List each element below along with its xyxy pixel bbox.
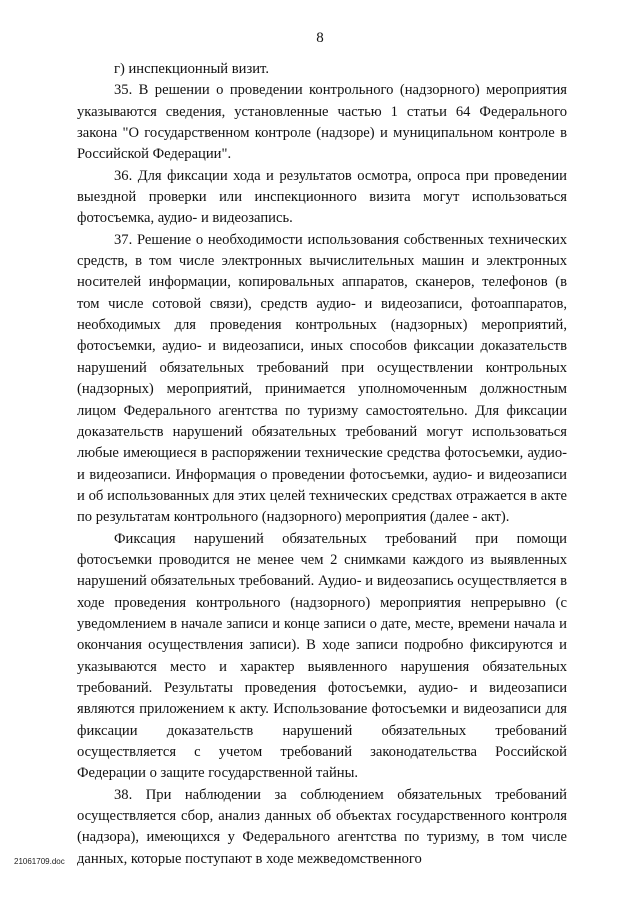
footer-filename: 21061709.doc: [14, 857, 65, 866]
page-number: 8: [316, 30, 324, 46]
paragraph-photo-fixation: Фиксация нарушений обязательных требований при помощи фотосъемки проводится не менее чем 2 снимками каждого из выявленных нарушений обязательных требований. Аудио- и видеозапись осуществляется в ходе проведения контрольного (надзорного) мероприятия непрерывно (с уведомлением в начале записи и конце записи о дате, месте, времени начала и окончания осуществления записи). В ходе записи подробно фиксируются и указываются место и характер выявленного нарушения обязательных требований. Результаты проведения фотосъемки, аудио- и видеозаписи являются приложением к акту. Использование фотосъемки и видеозаписи для фиксации доказательств нарушений обязательных требований осуществляется с учетом требований законодательства Российской Федерации о защите государственной тайны.: [77, 530, 567, 782]
paragraph-38: 38. При наблюдении за соблюдением обязательных требований осуществляется сбор, анализ данных об объектах государственного контроля (надзора), имеющихся у Федерального агентства по туризму, в том числе данных, которые поступают в ходе межведомственного: [77, 786, 567, 867]
paragraph-35: 35. В решении о проведении контрольного (надзорного) мероприятия указываются сведения, установленные частью 1 статьи 64 Федерального закона "О государственном контроле (надзоре) и муниципальном контроле в Российской Федерации".: [77, 82, 567, 163]
paragraph-37: 37. Решение о необходимости использования собственных технических средств, в том числе электронных вычислительных машин и электронных носителей информации, копировальных аппаратов, сканеров, телефонов (в том числе сотовой связи), средств аудио- и видеозаписи, фотоаппаратов, необходимых для проведения контрольных (надзорных) мероприятий, фотосъемки, аудио- и видеозаписи, иных способов фиксации доказательств нарушений обязательных требований при осуществлении контрольных (надзорных) мероприятий, принимается уполномоченным должностным лицом Федерального агентства по туризму самостоятельно. Для фиксации доказательств нарушений обязательных требований могут использоваться любые имеющиеся в распоряжении технические средства фотосъемки, аудио- и видеозаписи. Информация о проведении фотосъемки, аудио- и видеозаписи и об использованных для этих целей технических средствах отражается в акте по результатам контрольного (надзорного) мероприятия (далее - акт).: [77, 231, 567, 526]
paragraph-36: 36. Для фиксации хода и результатов осмотра, опроса при проведении выездной проверки или инспекционного визита могут использоваться фотосъемка, аудио- и видеозапись.: [77, 167, 567, 227]
document-body: [77, 59, 567, 870]
paragraph-item-g: г) инспекционный визит.: [114, 61, 269, 77]
